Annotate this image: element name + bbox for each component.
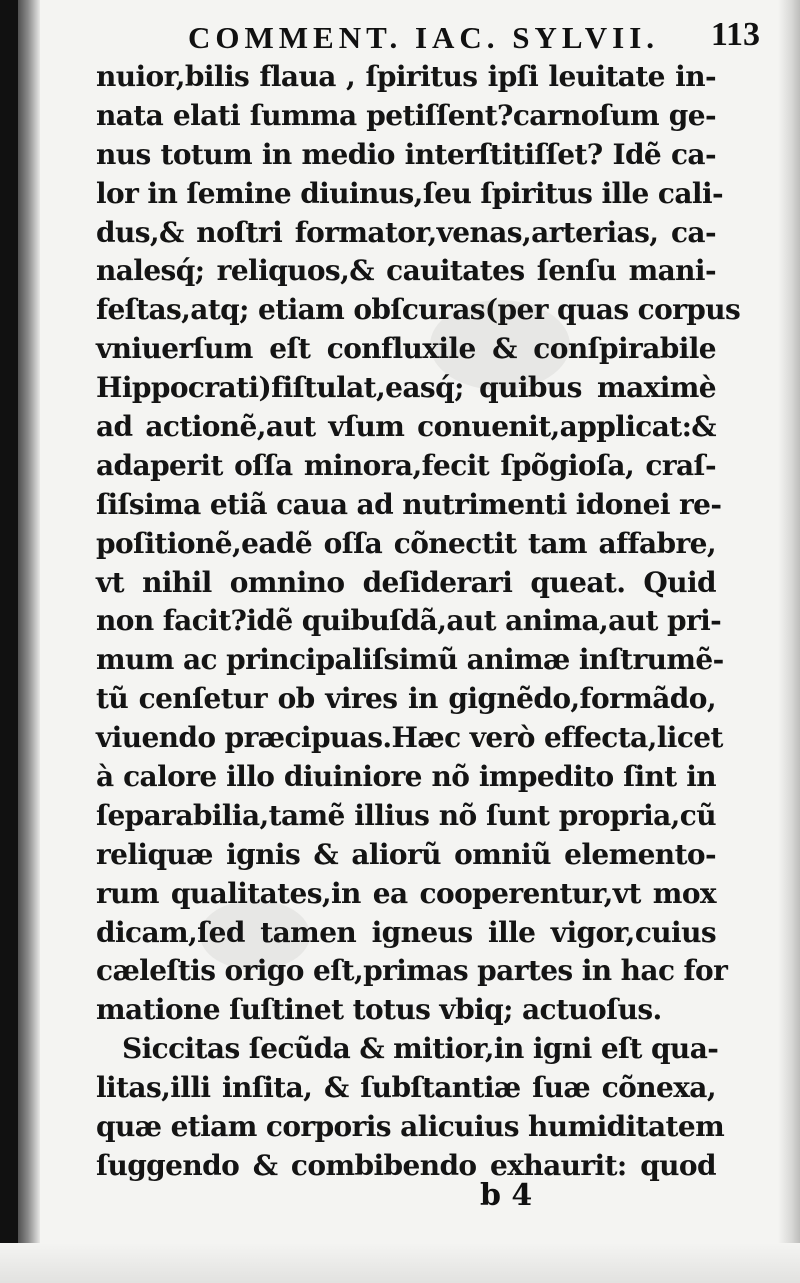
text-line: viuendo præcipuas.Hæc verò effecta,licet (96, 721, 723, 755)
text-line: dicam,ſed tamen igneus ille vigor,cuius (96, 915, 716, 949)
text-line: ſiſsima etiã caua ad nutrimenti idonei re- (96, 487, 722, 521)
text-line: ſeparabilia,tamẽ illius nõ ſunt propria,cũ (96, 798, 716, 832)
text-line: reliquæ ignis & aliorũ omniũ elemento- (96, 837, 716, 871)
text-line: nuior,bilis flaua , ſpiritus ipſi leuitate in- (96, 60, 716, 93)
text-line: nata elati ſumma petiſſent?carnoſum ge- (96, 98, 716, 132)
page-edge-bottom (0, 1243, 800, 1283)
text-line: non facit?idẽ quibuſdã,aut anima,aut pri- (96, 604, 722, 638)
text-line: mum ac principaliſsimũ animæ inſtrumẽ- (96, 643, 724, 677)
running-head: COMMENT. IAC. SYLVII. (188, 20, 660, 55)
text-line: à calore illo diuiniore nõ impedito ſint in (96, 760, 716, 794)
text-line: ad actionẽ,aut vſum conuenit,applicat:& (96, 410, 716, 444)
page-edge-right (778, 0, 800, 1283)
text-line: dus,& noſtri formator,venas,arterias, ca- (96, 215, 716, 249)
page-number: 113 (710, 16, 760, 53)
text-line: Hippocrati)fiſtulat,easq́; quibus maximè (96, 371, 716, 405)
text-line: lor in ſemine diuinus,ſeu ſpiritus ille cali- (96, 176, 724, 210)
text-line: nus totum in medio interſtitiſſet? Idẽ ca- (96, 137, 716, 171)
body-text (96, 58, 741, 1186)
text-line: vniuerſum eſt confluxile & conſpirabile (96, 332, 716, 366)
text-line: litas,illi inſita, & ſubſtantiæ ſuæ cõnexa, (96, 1071, 716, 1105)
text-line: nalesq́; reliquos,& cauitates ſenſu mani- (96, 254, 716, 288)
text-line: tũ cenſetur ob vires in gignẽdo,formãdo, (96, 682, 716, 716)
text-line: feſtas,atq; etiam obſcuras(per quas corpus (96, 293, 741, 327)
text-line: matione ſuſtinet totus vbiq; actuoſus. (96, 993, 662, 1027)
page-header (100, 16, 760, 60)
text-line: rum qualitates,in ea cooperentur,vt mox (96, 876, 716, 910)
text-line: ſuggendo & combibendo exhaurit: quod (96, 1148, 716, 1182)
text-line: adaperit oſſa minora,fecit ſpõgioſa, craſ- (96, 448, 716, 482)
text-line: cæleſtis origo eſt,primas partes in hac for (96, 954, 728, 988)
signature-mark: b 4 (480, 1178, 533, 1213)
book-gutter (0, 0, 18, 1283)
text-line: poſitionẽ,eadẽ oſſa cõnectit tam affabre, (96, 526, 716, 560)
text-line: Siccitas ſecũda & mitior,in igni eſt qua- (122, 1032, 719, 1066)
text-line: quæ etiam corporis alicuius humiditatem (96, 1110, 725, 1144)
text-line: vt nihil omnino deſiderari queat. Quid (96, 565, 716, 599)
